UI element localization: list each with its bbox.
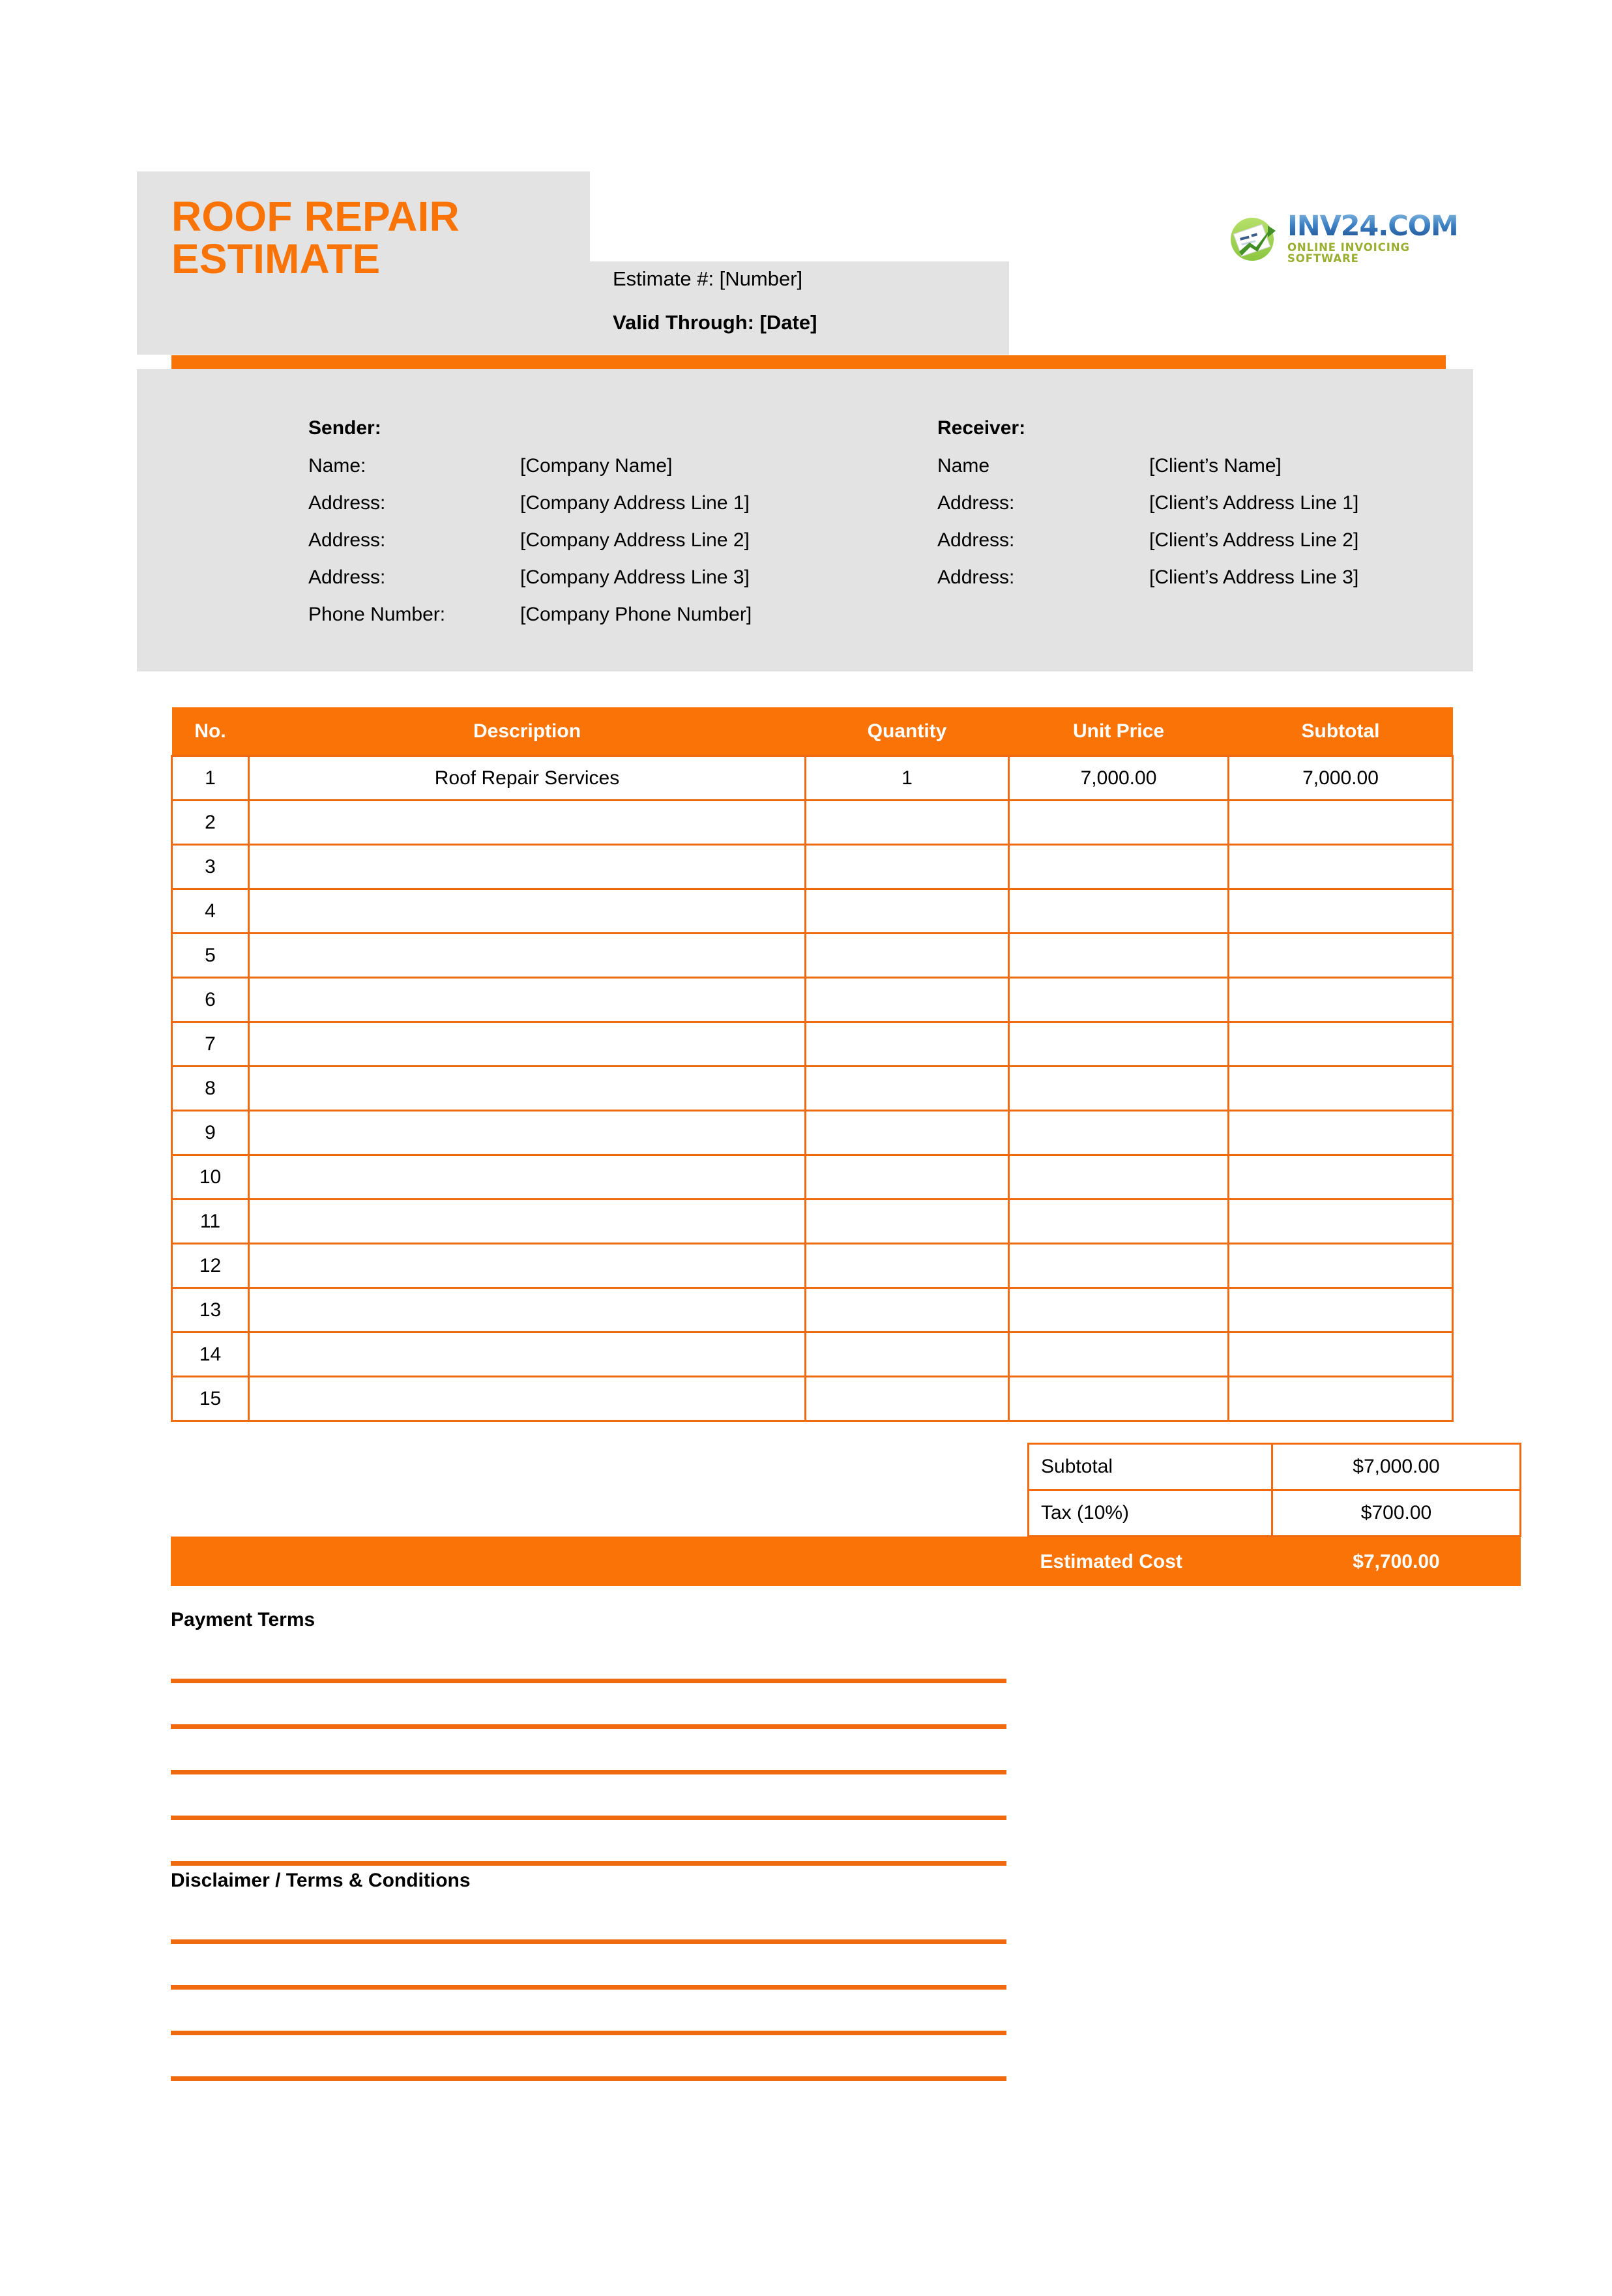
table-row (172, 934, 1453, 978)
table-row (172, 845, 1453, 889)
cell-description[interactable] (249, 1022, 806, 1067)
cell-no: 12 (172, 1244, 249, 1288)
cell-unit-price[interactable] (1009, 1244, 1229, 1288)
col-header-unit-price: Unit Price (1009, 707, 1229, 756)
col-header-no: No. (172, 707, 249, 756)
cell-quantity[interactable] (806, 801, 1009, 845)
cell-unit-price[interactable] (1009, 1288, 1229, 1332)
logo-wordmark: INV24.COM (1287, 210, 1458, 243)
cell-description[interactable] (249, 1332, 806, 1377)
receiver-row (937, 568, 1358, 587)
cell-quantity[interactable] (806, 1067, 1009, 1111)
header-accent-rule (171, 355, 1446, 369)
cell-quantity[interactable]: 1 (806, 756, 1009, 801)
cell-subtotal[interactable] (1229, 978, 1453, 1022)
sender-row (308, 568, 752, 587)
cell-subtotal[interactable] (1229, 1022, 1453, 1067)
table-row (172, 1067, 1453, 1111)
cell-unit-price[interactable] (1009, 1200, 1229, 1244)
cell-quantity[interactable] (806, 1244, 1009, 1288)
table-row (172, 756, 1453, 801)
table-row (172, 1022, 1453, 1067)
cell-description[interactable] (249, 978, 806, 1022)
cell-unit-price[interactable] (1009, 801, 1229, 845)
cell-no: 1 (172, 756, 249, 801)
cell-no: 4 (172, 889, 249, 934)
cell-no: 15 (172, 1377, 249, 1421)
cell-unit-price[interactable] (1009, 1155, 1229, 1200)
disclaimer-line[interactable] (171, 1939, 1006, 1944)
receiver-label: Address: (937, 492, 1015, 514)
payment-terms-line[interactable] (171, 1724, 1006, 1729)
payment-terms-title: Payment Terms (171, 1609, 315, 1630)
sender-row (308, 493, 752, 513)
cell-quantity[interactable] (806, 934, 1009, 978)
receiver-value: [Client’s Address Line 3] (1149, 567, 1359, 588)
receiver-rows (937, 456, 1358, 587)
cell-quantity[interactable] (806, 978, 1009, 1022)
sender-value: [Company Address Line 1] (520, 492, 750, 514)
payment-terms-line[interactable] (171, 1770, 1006, 1774)
cell-unit-price[interactable] (1009, 889, 1229, 934)
sender-heading: Sender: (308, 417, 381, 439)
cell-description[interactable]: Roof Repair Services (249, 756, 806, 801)
document-with-green-arrow-icon (1225, 211, 1282, 266)
subtotal-value: $7,000.00 (1272, 1444, 1521, 1490)
receiver-value: [Client’s Address Line 1] (1149, 492, 1359, 514)
receiver-label: Name (937, 455, 990, 477)
sender-label: Address: (308, 567, 386, 588)
cell-no: 7 (172, 1022, 249, 1067)
table-row (172, 1244, 1453, 1288)
receiver-block (937, 419, 1358, 605)
cell-unit-price[interactable] (1009, 1377, 1229, 1421)
cell-no: 11 (172, 1200, 249, 1244)
table-row (172, 889, 1453, 934)
receiver-label: Address: (937, 529, 1015, 551)
receiver-label: Address: (937, 567, 1015, 588)
col-header-quantity: Quantity (806, 707, 1009, 756)
sender-block (308, 419, 752, 642)
sender-label: Address: (308, 529, 386, 551)
totals-table (171, 1443, 1445, 1586)
tax-value: $700.00 (1272, 1490, 1521, 1537)
cell-description[interactable] (249, 845, 806, 889)
cell-no: 3 (172, 845, 249, 889)
table-row (172, 1155, 1453, 1200)
sender-value: [Company Phone Number] (520, 604, 752, 625)
cell-subtotal[interactable] (1229, 1111, 1453, 1155)
cell-subtotal[interactable] (1229, 1332, 1453, 1377)
cell-quantity[interactable] (806, 845, 1009, 889)
cell-quantity[interactable] (806, 1022, 1009, 1067)
cell-subtotal[interactable]: 7,000.00 (1229, 756, 1453, 801)
cell-no: 8 (172, 1067, 249, 1111)
receiver-value: [Client’s Address Line 2] (1149, 529, 1359, 551)
cell-subtotal[interactable] (1229, 845, 1453, 889)
disclaimer-section (171, 1871, 1006, 2081)
totals-spacer (171, 1490, 1029, 1537)
totals-row-subtotal (171, 1444, 1521, 1490)
cell-no: 6 (172, 978, 249, 1022)
cell-description[interactable] (249, 1067, 806, 1111)
receiver-row (937, 531, 1358, 550)
brand-logo[interactable] (1225, 209, 1459, 269)
sender-value: [Company Address Line 3] (520, 567, 750, 588)
cell-quantity[interactable] (806, 1332, 1009, 1377)
totals-row-estimated-cost (171, 1537, 1521, 1587)
cell-quantity[interactable] (806, 1200, 1009, 1244)
totals-row-tax (171, 1490, 1521, 1537)
table-row (172, 1111, 1453, 1155)
disclaimer-line[interactable] (171, 1985, 1006, 1990)
page-title: ROOF REPAIR ESTIMATE (171, 193, 460, 283)
estimate-number-label: Estimate #: [Number] (613, 267, 803, 290)
items-table-header-row (172, 707, 1453, 756)
table-row (172, 1377, 1453, 1421)
payment-terms-write-lines[interactable] (171, 1679, 1006, 1866)
cell-description[interactable] (249, 1288, 806, 1332)
cell-description[interactable] (249, 1244, 806, 1288)
items-table-body (172, 756, 1453, 1421)
cell-unit-price[interactable] (1009, 1067, 1229, 1111)
cell-unit-price[interactable] (1009, 1111, 1229, 1155)
cell-description[interactable] (249, 1111, 806, 1155)
col-header-description: Description (249, 707, 806, 756)
receiver-heading: Receiver: (937, 417, 1026, 439)
totals-spacer (171, 1444, 1029, 1490)
sender-row (308, 605, 752, 625)
cell-description[interactable] (249, 1200, 806, 1244)
cell-subtotal[interactable] (1229, 1200, 1453, 1244)
cell-quantity[interactable] (806, 889, 1009, 934)
cell-subtotal[interactable] (1229, 1244, 1453, 1288)
payment-terms-line[interactable] (171, 1816, 1006, 1820)
cell-subtotal[interactable] (1229, 801, 1453, 845)
cell-subtotal[interactable] (1229, 889, 1453, 934)
cell-description[interactable] (249, 1377, 806, 1421)
sender-row (308, 456, 752, 476)
sender-value: [Company Address Line 2] (520, 529, 750, 551)
cell-subtotal[interactable] (1229, 1155, 1453, 1200)
subtotal-label: Subtotal (1029, 1444, 1272, 1490)
table-row (172, 1332, 1453, 1377)
disclaimer-line[interactable] (171, 2076, 1006, 2081)
valid-through-label: Valid Through: [Date] (613, 311, 817, 334)
receiver-value: [Client’s Name] (1149, 455, 1282, 477)
payment-terms-line[interactable] (171, 1679, 1006, 1683)
sender-label: Address: (308, 492, 386, 514)
cell-unit-price[interactable] (1009, 1332, 1229, 1377)
sender-label: Name: (308, 455, 366, 477)
cell-subtotal[interactable] (1229, 1288, 1453, 1332)
cell-unit-price[interactable] (1009, 1022, 1229, 1067)
header-meta (613, 269, 991, 332)
cell-no: 2 (172, 801, 249, 845)
cell-no: 14 (172, 1332, 249, 1377)
table-row (172, 1200, 1453, 1244)
sender-rows (308, 456, 752, 625)
table-row (172, 1288, 1453, 1332)
cell-quantity[interactable] (806, 1155, 1009, 1200)
disclaimer-write-lines[interactable] (171, 1939, 1006, 2081)
cell-quantity[interactable] (806, 1377, 1009, 1421)
cell-unit-price[interactable]: 7,000.00 (1009, 756, 1229, 801)
cell-description[interactable] (249, 1155, 806, 1200)
receiver-row (937, 456, 1358, 476)
cell-subtotal[interactable] (1229, 934, 1453, 978)
cell-no: 10 (172, 1155, 249, 1200)
logo-tagline: ONLINE INVOICING SOFTWARE (1287, 241, 1410, 265)
logo-text-group (1287, 210, 1458, 265)
totals-spacer (171, 1537, 1029, 1587)
estimated-cost-value: $7,700.00 (1272, 1537, 1521, 1587)
estimated-cost-label: Estimated Cost (1029, 1537, 1272, 1587)
table-row (172, 801, 1453, 845)
cell-no: 13 (172, 1288, 249, 1332)
tax-label: Tax (10%) (1029, 1490, 1272, 1537)
cell-quantity[interactable] (806, 1288, 1009, 1332)
col-header-subtotal: Subtotal (1229, 707, 1453, 756)
cell-unit-price[interactable] (1009, 978, 1229, 1022)
cell-description[interactable] (249, 889, 806, 934)
cell-subtotal[interactable] (1229, 1377, 1453, 1421)
line-items-table (171, 707, 1445, 1422)
cell-unit-price[interactable] (1009, 934, 1229, 978)
cell-unit-price[interactable] (1009, 845, 1229, 889)
table-row (172, 978, 1453, 1022)
cell-description[interactable] (249, 934, 806, 978)
receiver-row (937, 493, 1358, 513)
cell-description[interactable] (249, 801, 806, 845)
cell-no: 5 (172, 934, 249, 978)
payment-terms-line[interactable] (171, 1861, 1006, 1866)
cell-quantity[interactable] (806, 1111, 1009, 1155)
parties-info-panel (137, 369, 1473, 671)
disclaimer-title: Disclaimer / Terms & Conditions (171, 1870, 471, 1891)
sender-label: Phone Number: (308, 604, 446, 625)
cell-subtotal[interactable] (1229, 1067, 1453, 1111)
payment-terms-section (171, 1610, 1006, 1866)
cell-no: 9 (172, 1111, 249, 1155)
disclaimer-line[interactable] (171, 2031, 1006, 2035)
sender-value: [Company Name] (520, 455, 673, 477)
sender-row (308, 531, 752, 550)
